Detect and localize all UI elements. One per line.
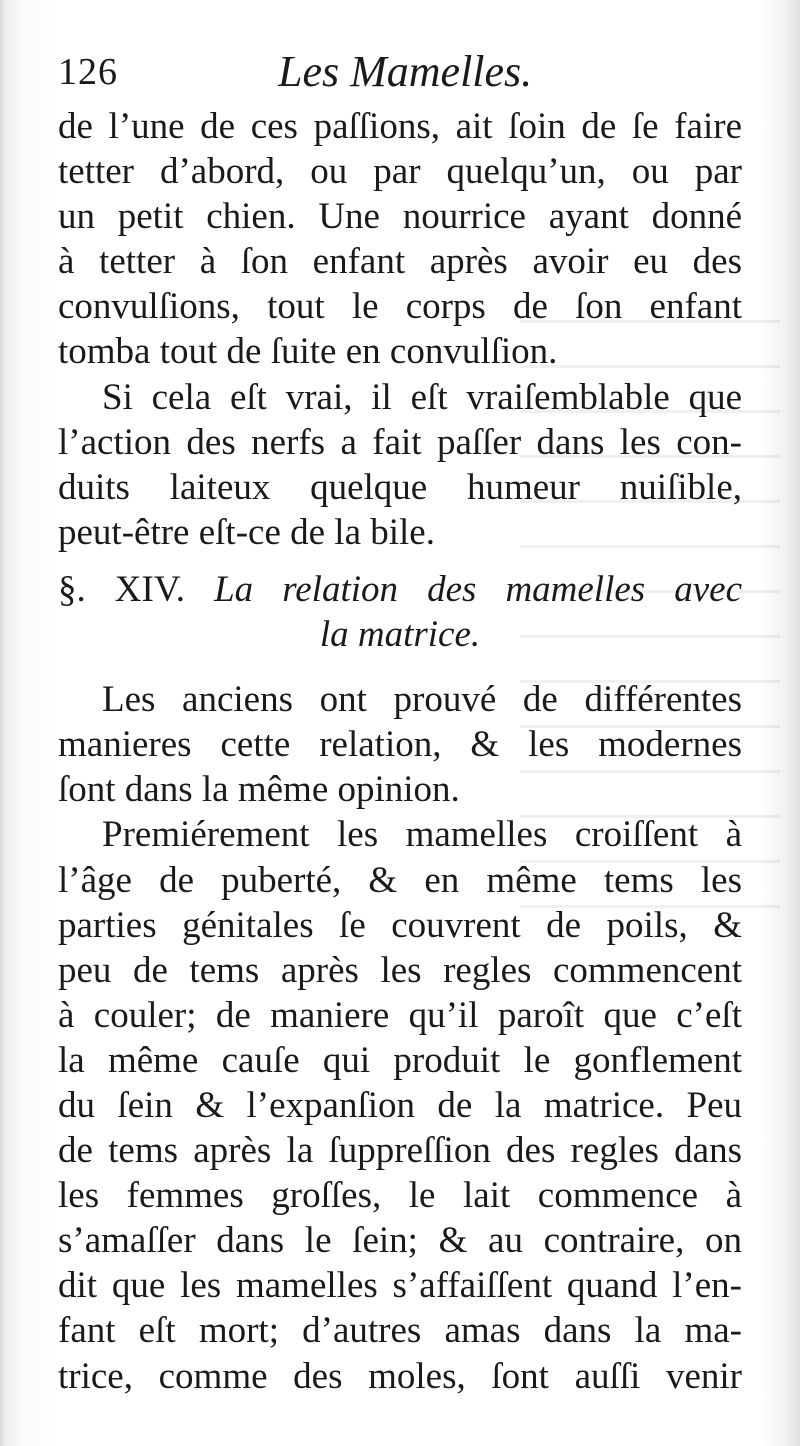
section-heading-line2: [58, 612, 742, 657]
text-line: peu de tems après les regles commencent: [58, 949, 742, 991]
text-line: s’amaſſer dans le ſein; & au contraire, on: [58, 1220, 742, 1262]
text-line: tomba tout de ſuite en convulſion.: [58, 331, 558, 373]
body-text: [58, 104, 742, 1399]
text-line: convulſions, tout le corps de ſon enfant: [58, 286, 742, 328]
text-line: de tems après la ſuppreſſion des regles dans: [58, 1130, 742, 1172]
text-line: l’âge de puberté, & en même tems les: [58, 859, 742, 901]
text-line: Si cela eſt vrai, il eſt vraiſemblable que: [102, 376, 742, 418]
text-line: ſont dans la même opinion.: [58, 769, 460, 811]
text-line: manieres cette relation, & les modernes: [58, 724, 742, 766]
page-header: [58, 40, 748, 106]
text-line: de l’une de ces paſſions, ait ſoin de ſe faire: [58, 106, 742, 147]
text-line: à tetter à ſon enfant après avoir eu des: [58, 241, 742, 283]
running-title: Les Mamelles.: [278, 47, 533, 96]
text-line: Premiérement les mamelles croiſſent à: [102, 814, 742, 856]
text-line: les femmes groſſes, le lait commence à: [58, 1175, 742, 1217]
spacer: [58, 555, 742, 567]
text-line: à couler; de maniere qu’il paroît que c’eſt: [58, 994, 742, 1036]
text-line: l’action des nerfs a fait paſſer dans les con-: [58, 421, 742, 463]
section-number: §. XIV.: [58, 568, 186, 610]
text-line: peut-être eſt-ce de la bile.: [58, 511, 435, 553]
text-line: la même cauſe qui produit le gonflement: [58, 1039, 742, 1081]
text-line: un petit chien. Une nourrice ayant donné: [58, 196, 742, 238]
text-line: Les anciens ont prouvé de différentes: [102, 679, 742, 721]
page-number: 126: [58, 51, 118, 93]
text-line: du ſein & l’expanſion de la matrice. Peu: [58, 1084, 742, 1126]
spacer: [58, 657, 742, 677]
text-line: duits laiteux quelque humeur nuiſible,: [58, 466, 742, 508]
text-line: fant eſt mort; d’autres amas dans la ma-: [58, 1310, 742, 1352]
text-line: trice, comme des moles, ſont auſſi venir: [58, 1355, 742, 1397]
text-line: tetter d’abord, ou par quelqu’un, ou par: [58, 151, 742, 193]
text-line: parties génitales ſe couvrent de poils, &: [58, 904, 742, 946]
section-title: La relation des mamelles avec: [214, 568, 743, 610]
text-line: dit que les mamelles s’affaiſſent quand l’en-: [58, 1265, 742, 1307]
section-title-continued: la matrice.: [319, 614, 481, 656]
section-heading: [58, 567, 742, 612]
